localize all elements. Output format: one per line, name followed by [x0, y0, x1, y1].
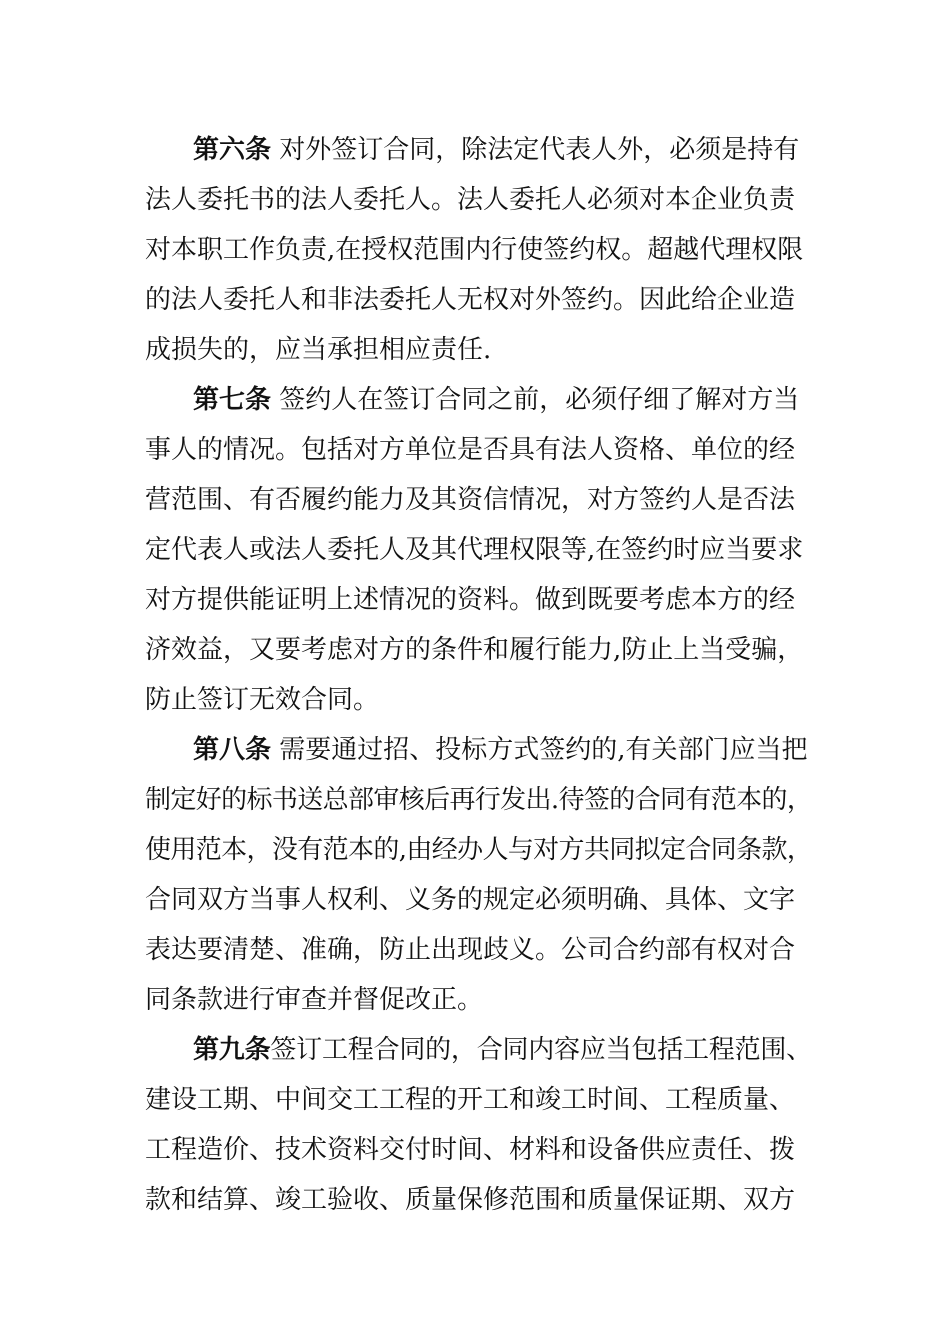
article-9-first-line	[193, 1034, 812, 1066]
article-7-line: 定代表人或法人委托人及其代理权限等,在签约时应当要求	[145, 535, 804, 565]
article-8-line: 制定好的标书送总部审核后再行发出.待签的合同有范本的，	[145, 785, 813, 815]
article-7-heading: 第七条	[193, 385, 272, 415]
article-8-line: 使用范本，没有范本的,由经办人与对方共同拟定合同条款，	[145, 835, 813, 865]
article-8-first-line	[193, 734, 808, 766]
article-6-heading: 第六条	[193, 135, 272, 165]
article-6-line: 成损失的，应当承担相应责任.	[145, 335, 492, 365]
article-7-line: 防止签订无效合同。	[145, 685, 380, 715]
article-6-text: 对外签订合同，除法定代表人外，必须是持有	[271, 135, 800, 165]
article-8-heading: 第八条	[193, 735, 272, 765]
article-6-line: 法人委托书的法人委托人。法人委托人必须对本企业负责	[145, 185, 796, 215]
article-8-text: 需要通过招、投标方式签约的,有关部门应当把	[271, 735, 808, 765]
article-9-text: 签订工程合同的，合同内容应当包括工程范围、	[270, 1035, 812, 1065]
article-9-line: 工程造价、技术资料交付时间、材料和设备供应责任、拨	[145, 1135, 796, 1165]
article-9-line: 建设工期、中间交工工程的开工和竣工时间、工程质量、	[145, 1085, 796, 1115]
article-8-line: 表达要清楚、准确，防止出现歧义。公司合约部有权对合	[145, 935, 796, 965]
article-8-line: 同条款进行审查并督促改正。	[145, 985, 484, 1015]
article-8-line: 合同双方当事人权利、义务的规定必须明确、具体、文字	[145, 885, 796, 915]
article-7-line: 对方提供能证明上述情况的资料。做到既要考虑本方的经	[145, 585, 796, 615]
article-6-line: 对本职工作负责,在授权范围内行使签约权。超越代理权限	[145, 235, 804, 265]
article-6-first-line	[193, 134, 799, 166]
article-7-text: 签约人在签订合同之前，必须仔细了解对方当	[271, 385, 800, 415]
article-7-line: 济效益，又要考虑对方的条件和履行能力,防止上当受骗，	[145, 635, 804, 665]
article-9-heading: 第九条	[193, 1035, 271, 1065]
article-6-line: 的法人委托人和非法委托人无权对外签约。因此给企业造	[145, 285, 796, 315]
article-7-first-line	[193, 384, 799, 416]
article-7-line: 事人的情况。包括对方单位是否具有法人资格、单位的经	[145, 435, 796, 465]
article-9-line: 款和结算、竣工验收、质量保修范围和质量保证期、双方	[145, 1185, 796, 1215]
article-7-line: 营范围、有否履约能力及其资信情况，对方签约人是否法	[145, 485, 796, 515]
